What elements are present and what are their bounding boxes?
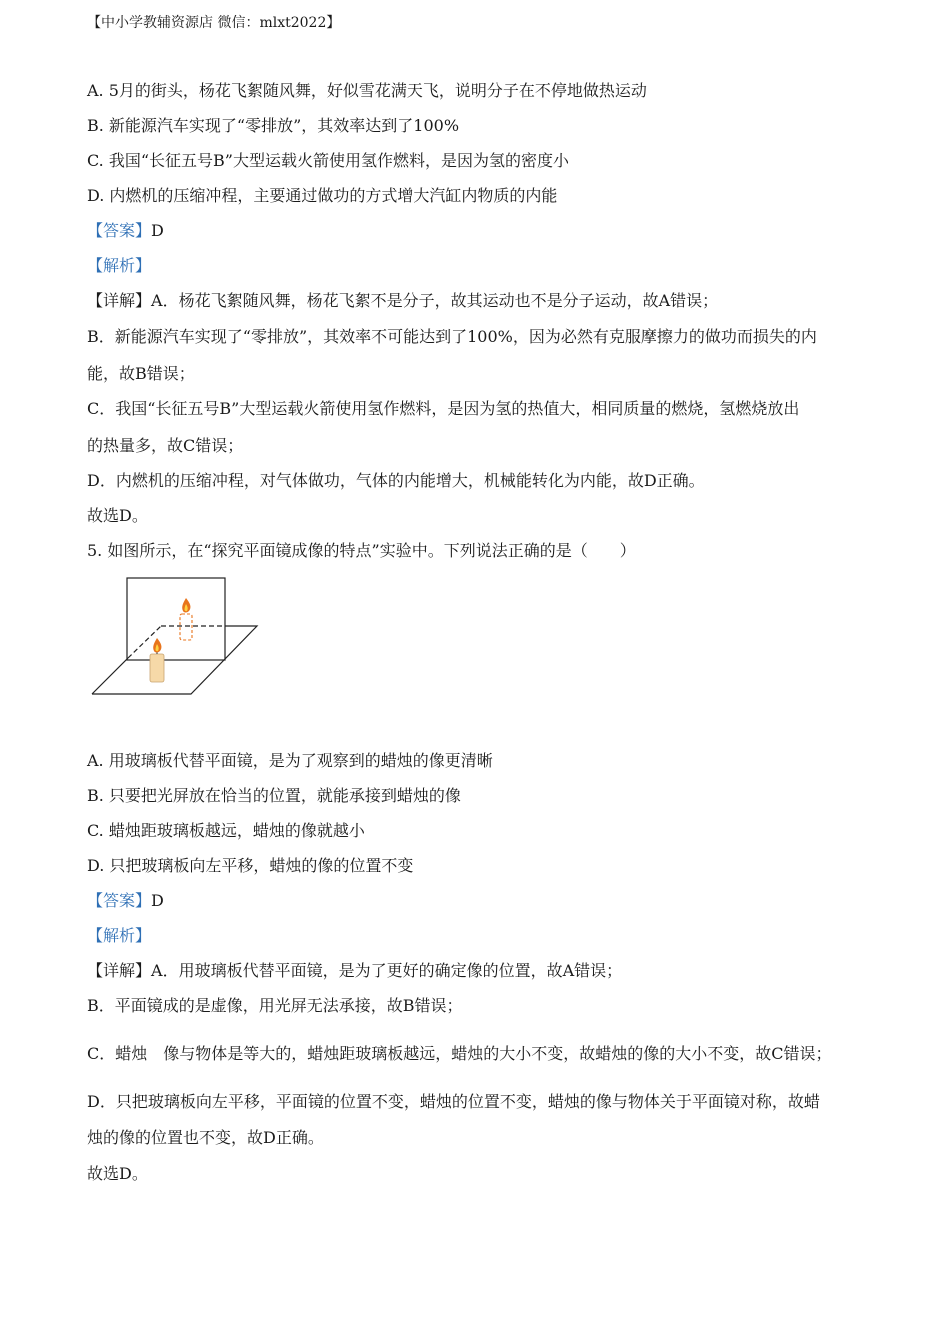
q5-detail-line-2: B．平面镜成的是虚像，用光屏无法承接，故B错误； [87, 996, 463, 1015]
q4-conclusion: 故选D。 [87, 506, 148, 525]
q5-conclusion: 故选D。 [87, 1164, 148, 1183]
q5-answer [87, 891, 164, 911]
q4-answer-label: 【答案】 [87, 221, 152, 240]
q4-detail-line-4: C．我国“长征五号B”大型运载火箭使用氢作燃料，是因为氢的热值大，相同质量的燃烧，氢燃烧放出 [87, 399, 800, 418]
q5-detail-label: 【详解】 [87, 961, 152, 980]
q5-question: 5. 如图所示，在“探究平面镜成像的特点”实验中。下列说法正确的是（ ） [87, 541, 636, 560]
q4-detail-line-1 [87, 291, 718, 311]
q5-detail-line-1 [87, 961, 622, 981]
page-header: 【中小学教辅资源店 微信：mlxt2022】 [87, 15, 341, 31]
real-candle [150, 654, 164, 682]
plane-mirror-diagram [88, 574, 263, 699]
q4-option-b: B. 新能源汽车实现了“零排放”，其效率达到了100% [87, 116, 460, 135]
q5-detail-line-5: 烛的像的位置也不变，故D正确。 [87, 1128, 324, 1147]
q4-detail-line-2: B．新能源汽车实现了“零排放”，其效率不可能达到了100%，因为必然有克服摩擦力的做功而损失的内 [87, 327, 817, 346]
q5-option-d: D. 只把玻璃板向左平移，蜡烛的像的位置不变 [87, 856, 414, 875]
q4-detail-label: 【详解】 [87, 291, 152, 310]
q4-option-d: D. 内燃机的压缩冲程，主要通过做功的方式增大汽缸内物质的内能 [87, 186, 558, 205]
q4-analysis-label: 【解析】 [87, 256, 152, 275]
q5-option-a: A. 用玻璃板代替平面镜，是为了观察到的蜡烛的像更清晰 [87, 751, 493, 770]
q4-answer [87, 221, 164, 241]
table-plane-left-edge [92, 658, 128, 694]
q5-detail-line-3: C．蜡烛 像与物体是等大的，蜡烛距玻璃板越远，蜡烛的大小不变，故蜡烛的像的大小不变，故C错误； [87, 1044, 832, 1063]
q5-answer-value: D [151, 891, 164, 910]
q4-option-a: A. 5月的街头，杨花飞絮随风舞，好似雪花满天飞，说明分子在不停地做热运动 [87, 81, 647, 100]
glass-plate [127, 578, 225, 660]
q5-answer-label: 【答案】 [87, 891, 152, 910]
q4-detail-line-3: 能，故B错误； [87, 364, 195, 383]
q5-detail-text: A．用玻璃板代替平面镜，是为了更好的确定像的位置，故A错误； [151, 961, 623, 980]
image-candle [180, 614, 192, 640]
q4-detail-line-6: D．内燃机的压缩冲程，对气体做功，气体的内能增大，机械能转化为内能，故D正确。 [87, 471, 705, 490]
q4-answer-value: D [151, 221, 164, 240]
q5-option-b: B. 只要把光屏放在恰当的位置，就能承接到蜡烛的像 [87, 786, 461, 805]
q4-option-c: C. 我国“长征五号B”大型运载火箭使用氢作燃料，是因为氢的密度小 [87, 151, 569, 170]
q4-detail-line-5: 的热量多，故C错误； [87, 436, 244, 455]
q5-detail-line-4: D．只把玻璃板向左平移，平面镜的位置不变，蜡烛的位置不变，蜡烛的像与物体关于平面镜对称，故蜡 [87, 1092, 820, 1111]
q5-analysis-label: 【解析】 [87, 926, 152, 945]
q4-detail-text: A．杨花飞絮随风舞，杨花飞絮不是分子，故其运动也不是分子运动，故A错误； [151, 291, 719, 310]
q5-option-c: C. 蜡烛距玻璃板越远，蜡烛的像就越小 [87, 821, 365, 840]
q5-figure [88, 574, 263, 699]
